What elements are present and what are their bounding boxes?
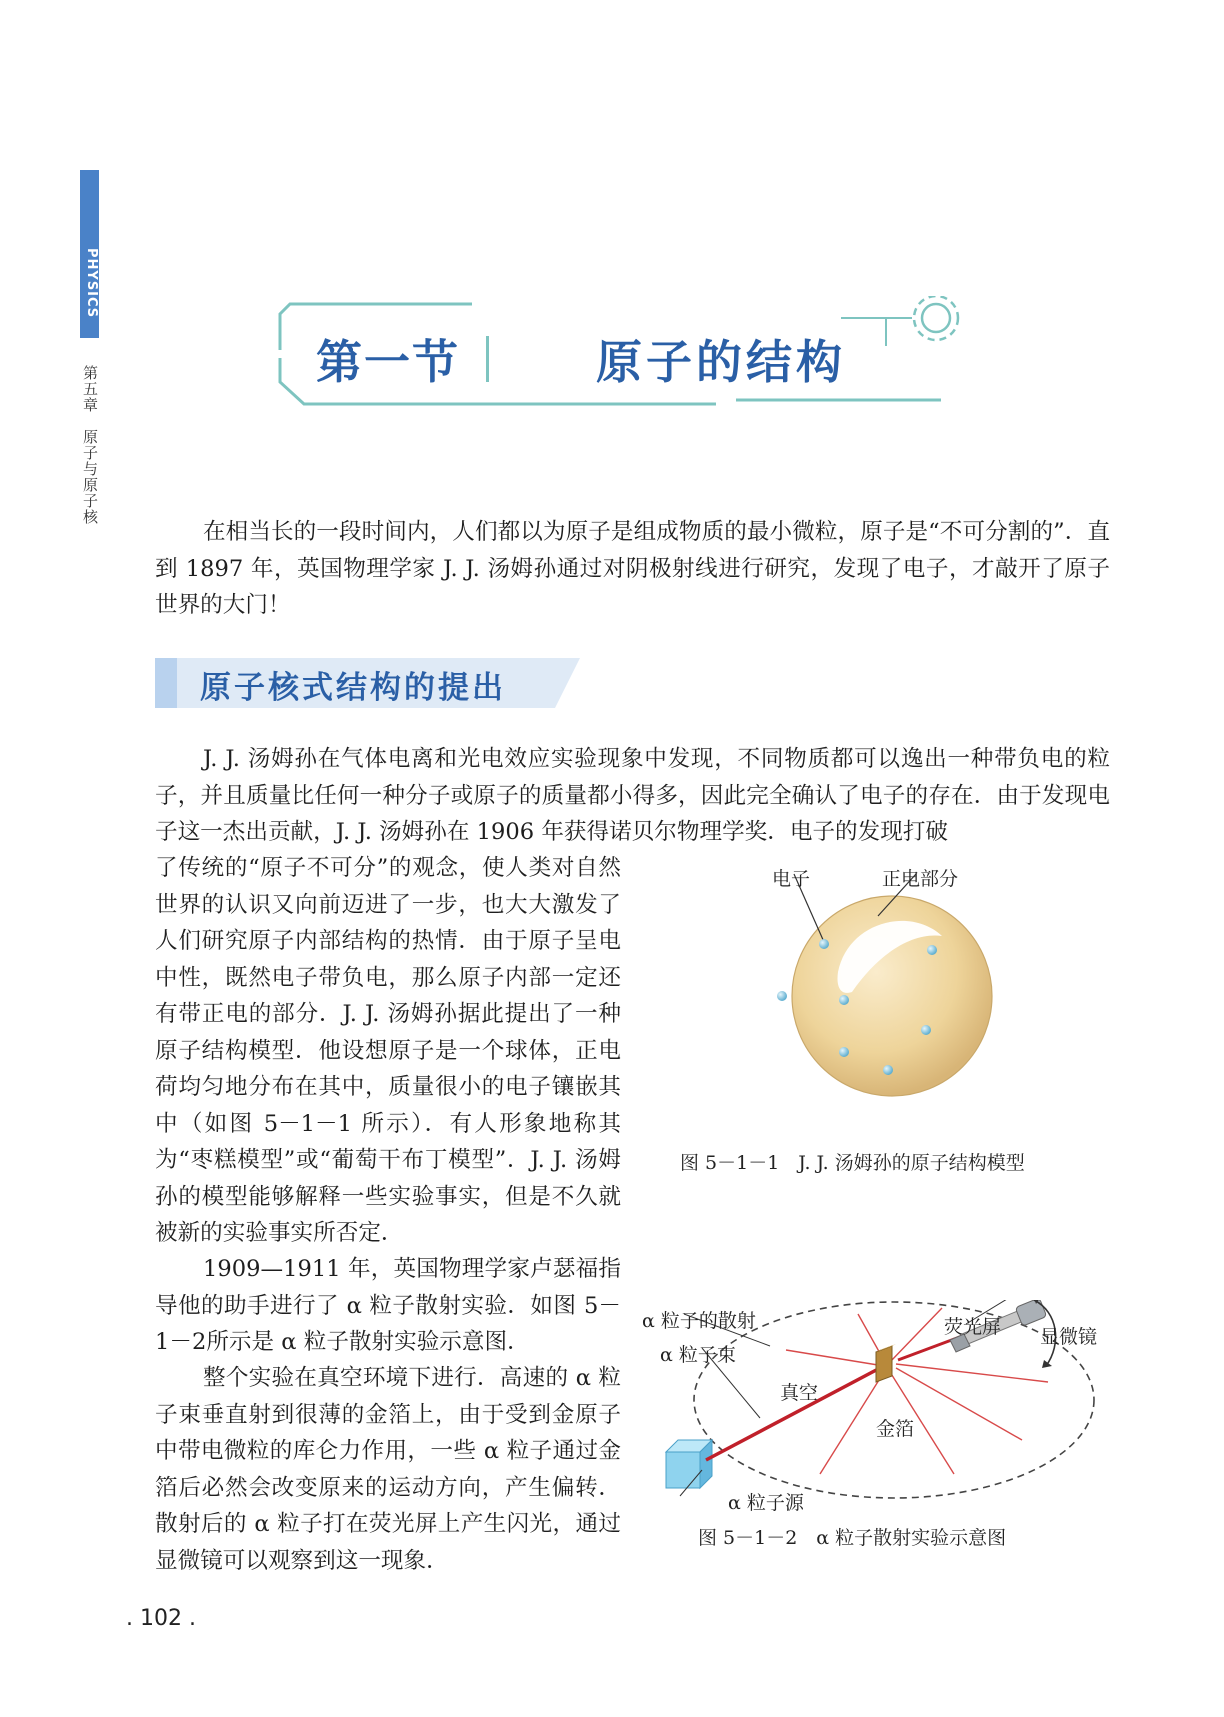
label-alpha-beam: α 粒子束 (660, 1344, 736, 1366)
label-fluorescent-screen: 荧光屏 (944, 1316, 1002, 1338)
atom-sphere-illustration (740, 860, 1040, 1110)
intro-paragraph: 在相当长的一段时间内，人们都以为原子是组成物质的最小微粒，原子是“不可分割的”．直到 1897 年，英国物理学家 J. J. 汤姆孙通过对阴极射线进行研究，发现了电子，才敲开了原子世界的大门！ (155, 519, 1110, 618)
label-alpha-scattering: α 粒子的散射 (642, 1310, 756, 1332)
label-positive-part: 正电部分 (882, 868, 959, 890)
side-physics-label: PHYSICS (84, 248, 99, 319)
label-gold-foil: 金箔 (876, 1418, 915, 1440)
label-vacuum: 真空 (780, 1382, 819, 1404)
paragraph-rutherford: 1909—1911 年，英国物理学家卢瑟福指导他的助手进行了 α 粒子散射实验．如图 5－1－2所示是 α 粒子散射实验示意图． (155, 1256, 621, 1355)
title-divider (486, 336, 489, 382)
figure-1-caption: 图 5－1－1 J. J. 汤姆孙的原子结构模型 (680, 1152, 1025, 1174)
subsection-heading: 原子核式结构的提出 (200, 670, 506, 706)
side-chapter-label: 第五章 原子与原子核 (81, 365, 99, 525)
section-title: 原子的结构 (596, 335, 846, 389)
paragraph-experiment: 整个实验在真空环境下进行．高速的 α 粒子束垂直射到很薄的金箔上，由于受到金原子中带电微粒的库仑力作用，一些 α 粒子通过金箔后必然会改变原来的运动方向，产生偏转．散射后的 α 粒子打在荧光屏上产生闪光，通过显微镜可以观察到这一现象． (155, 1365, 621, 1574)
gear-icon (841, 296, 958, 346)
alpha-source-box (666, 1440, 712, 1488)
paragraph-thomson: J. J. 汤姆孙在气体电离和光电效应实验现象中发现，不同物质都可以逸出一种带负电的粒子，并且质量比任何一种分子或原子的质量都小得多，因此完全确认了电子的存在．由于发现电子这一杰出贡献，J. J. 汤姆孙在 1906 年获得诺贝尔物理学奖．电子的发现打破 (155, 746, 1110, 845)
figure-2-caption: 图 5－1－2 α 粒子散射实验示意图 (698, 1527, 1007, 1549)
figure-thomson-model (740, 860, 1040, 1110)
label-microscope: 显微镜 (1040, 1326, 1098, 1348)
section-title-block (276, 296, 966, 408)
paragraph-thomson-continued: 了传统的“原子不可分”的观念，使人类对自然世界的认识又向前迈进了一步，也大大激发了人们研究原子内部结构的热情．由于原子呈电中性，既然电子带负电，那么原子内部一定还有带正电的部分．J. J. 汤姆孙据此提出了一种原子结构模型．他设想原子是一个球体，正电荷均匀地分布在其中，质量很小的电子镶嵌其中（如图 5－1－1 所示）．有人形象地称其为“枣糕模型”或“葡萄干布丁模型”．J. J. 汤姆孙的模型能够解释一些实验事实，但是不久就被新的实验事实所否定． (155, 855, 621, 1246)
label-electron: 电子 (772, 868, 811, 890)
section-number: 第一节 (316, 335, 460, 389)
page-number: . 102 . (126, 1606, 196, 1631)
label-alpha-source: α 粒子源 (728, 1492, 804, 1514)
